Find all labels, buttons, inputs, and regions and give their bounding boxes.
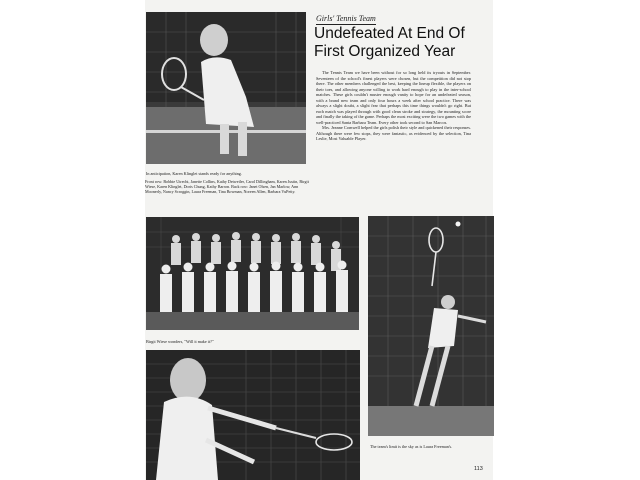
article-paragraph: Mrs. Jeanne Cornwell helped the girls polish their style and quickened their responses. Although there were few stops, they were fantastic, as evidenced by the selection, Tina Leslie, Most Valuable Player. [316,125,471,141]
article-body [316,70,471,142]
page-number: 113 [474,466,483,472]
caption-right-photo: The team's limit is the sky as is Laura Freeman's. [370,444,453,449]
photo-player-reaching [368,216,494,436]
section-label: Girls' Tennis Team [316,14,376,23]
caption-top-photo: In anticipation, Karen Klinglet stands ready for anything. [146,171,242,176]
headline-line-2: First Organized Year [314,43,456,60]
page-title [314,25,484,61]
photo-player-ready [146,12,306,164]
caption-team-roster: Front row: Bobbie Utrecht, Janette Collins, Kathy Detweiler, Carol Dillingham, Karen Justin, Birgit Wiese, Karen Klinglet, Doris Chung, Kathy Barron. Back row: Janet Olsen, Jan Marlow, Ann Moonerly, Nancy Scroggin, Laura Freeman, Tina Bowman, Noreen Allen, Barbara VuPetty. [145,179,309,195]
headline-line-1: Undefeated At End Of [314,25,465,42]
caption-team-photo: Birgit Wiese wonders, "Will it make it?" [146,339,214,344]
photo-team-group [146,217,359,330]
article-paragraph: The Tennis Team we have been without for so long held its tryouts in September. Seventeen of the school's finest players were chosen, but the competition did not stop there. The other members challenged the best, keeping the lineup flexible, the players on their toes, and allowing anyone willing to work hard enough to play in the inter-school matches. These girls couldn't muster enough vanity to hope for an undefeated season, with a brand new team and only four hours a week after school practice. There was always a slight doubt, a slight fear that perhaps this time things wouldn't go right. But each match was played through with good clean stroke and strategy, the mounting score and finally the taking of the game. Perhaps the most exciting were the two games with the well-practiced Santa Barbara Team. Every other took second to San Marcos. [316,70,471,125]
photo-player-swing [146,350,360,480]
